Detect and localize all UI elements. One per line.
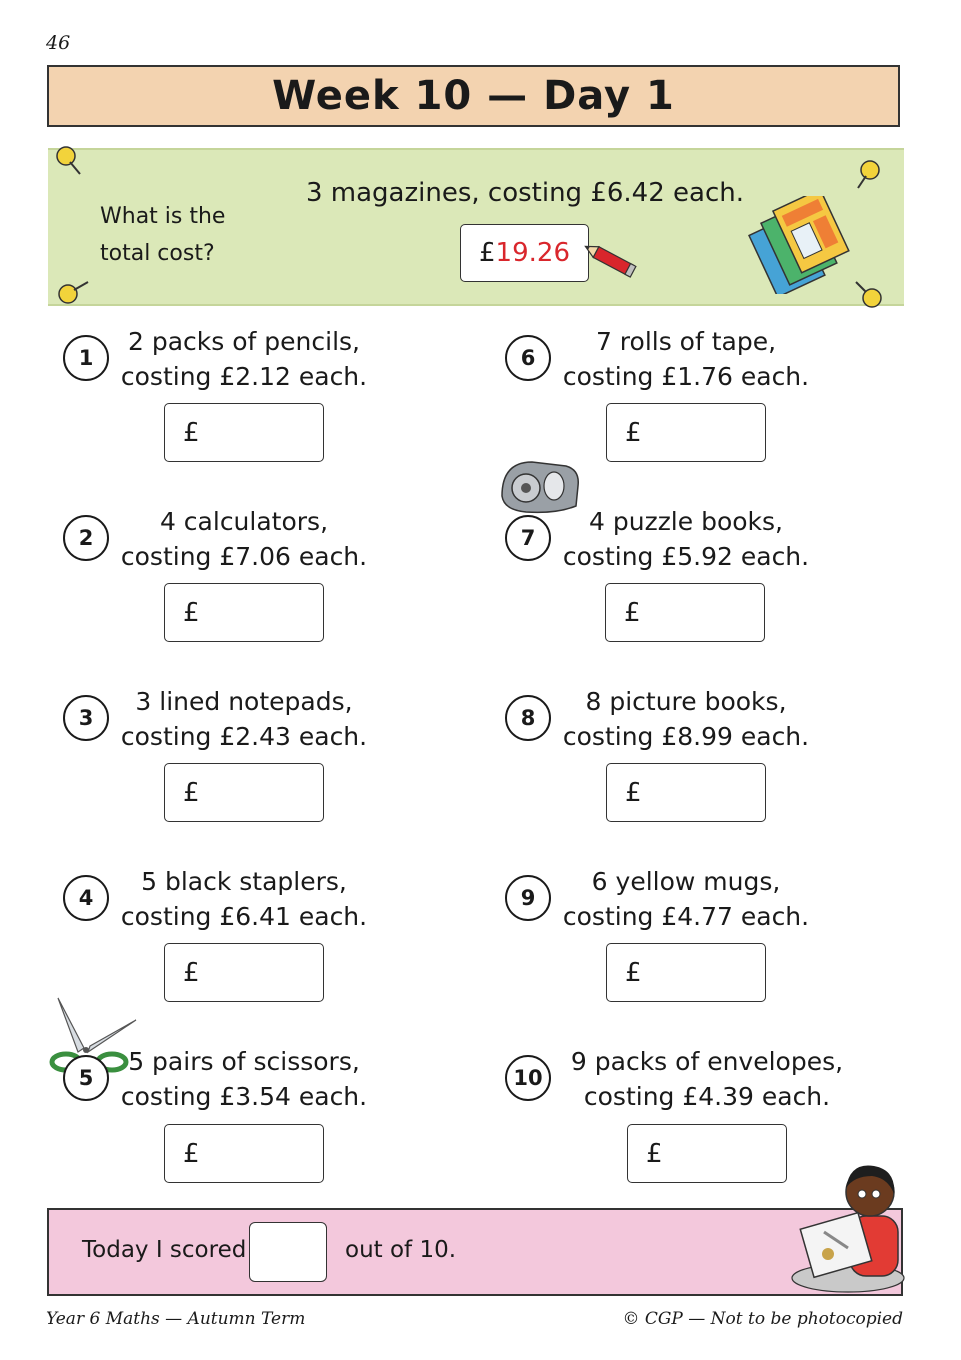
currency-symbol: £ <box>183 597 200 628</box>
question-line: costing £3.54 each. <box>120 1082 368 1111</box>
question-number: 5 <box>63 1055 109 1101</box>
score-label: Today I scored <box>82 1237 247 1263</box>
page-number: 46 <box>46 32 71 54</box>
pin-icon <box>56 278 90 308</box>
question-line: costing £7.06 each. <box>120 542 368 571</box>
question-number: 2 <box>63 515 109 561</box>
question-text <box>94 1044 394 1114</box>
example-question: What is the total cost? <box>100 204 226 266</box>
question-number: 10 <box>505 1055 551 1101</box>
answer-box[interactable] <box>606 943 766 1002</box>
pencil-icon <box>580 240 642 280</box>
magazines-icon <box>748 196 856 294</box>
currency-symbol: £ <box>646 1138 663 1169</box>
answer-box[interactable] <box>164 403 324 462</box>
currency-symbol: £ <box>183 1138 200 1169</box>
question-text <box>94 504 394 574</box>
pin-icon <box>54 144 84 178</box>
question-line: costing £5.92 each. <box>562 542 810 571</box>
answer-box[interactable] <box>627 1124 787 1183</box>
question-number: 8 <box>505 695 551 741</box>
pin-icon <box>852 278 886 312</box>
pin-icon <box>854 158 884 192</box>
question-text <box>536 324 836 394</box>
example-answer-box <box>460 224 589 282</box>
answer-box[interactable] <box>164 1124 324 1183</box>
answer-box[interactable] <box>164 943 324 1002</box>
question-line: 7 rolls of tape, <box>595 327 777 356</box>
answer-box[interactable] <box>164 583 324 642</box>
question-line: costing £4.39 each. <box>583 1082 831 1111</box>
question-line: 6 yellow mugs, <box>591 867 781 896</box>
footer-right: © CGP — Not to be photocopied <box>622 1309 903 1329</box>
question-line: costing £8.99 each. <box>562 722 810 751</box>
question-text <box>536 504 836 574</box>
currency-symbol: £ <box>625 957 642 988</box>
question-line: 3 lined notepads, <box>135 687 353 716</box>
footer-left: Year 6 Maths — Autumn Term <box>46 1309 306 1329</box>
question-line: 5 pairs of scissors, <box>128 1047 360 1076</box>
question-line: costing £2.43 each. <box>120 722 368 751</box>
question-line: 5 black staplers, <box>141 867 347 896</box>
question-number: 7 <box>505 515 551 561</box>
answer-box[interactable] <box>606 763 766 822</box>
question-line: 4 puzzle books, <box>589 507 783 536</box>
question-number: 4 <box>63 875 109 921</box>
currency-symbol: £ <box>624 597 641 628</box>
currency-symbol: £ <box>183 777 200 808</box>
currency-symbol: £ <box>479 238 496 268</box>
score-input-box[interactable] <box>249 1222 327 1282</box>
answer-box[interactable] <box>164 763 324 822</box>
question-number: 3 <box>63 695 109 741</box>
example-answer: 19.26 <box>495 238 570 268</box>
question-number: 9 <box>505 875 551 921</box>
question-text <box>94 324 394 394</box>
currency-symbol: £ <box>625 417 642 448</box>
question-line: 2 packs of pencils, <box>128 327 360 356</box>
currency-symbol: £ <box>625 777 642 808</box>
question-text <box>536 684 836 754</box>
question-line: 4 calculators, <box>159 507 329 536</box>
question-line: costing £2.12 each. <box>120 362 368 391</box>
score-out-of: out of 10. <box>345 1237 457 1263</box>
question-text <box>536 864 836 934</box>
question-line: costing £4.77 each. <box>562 902 810 931</box>
question-text <box>94 864 394 934</box>
question-line: 9 packs of envelopes, <box>570 1047 844 1076</box>
currency-symbol: £ <box>183 417 200 448</box>
question-text <box>557 1044 857 1114</box>
example-item: 3 magazines, costing £6.42 each. <box>305 178 744 208</box>
currency-symbol: £ <box>183 957 200 988</box>
question-number: 6 <box>505 335 551 381</box>
page-title: Week 10 — Day 1 <box>272 73 675 119</box>
child-reading-illustration <box>788 1158 908 1294</box>
page-title-box <box>47 65 900 127</box>
answer-box[interactable] <box>605 583 765 642</box>
question-number: 1 <box>63 335 109 381</box>
answer-box[interactable] <box>606 403 766 462</box>
question-line: 8 picture books, <box>585 687 787 716</box>
question-text <box>94 684 394 754</box>
question-line: costing £6.41 each. <box>120 902 368 931</box>
question-line: costing £1.76 each. <box>562 362 810 391</box>
